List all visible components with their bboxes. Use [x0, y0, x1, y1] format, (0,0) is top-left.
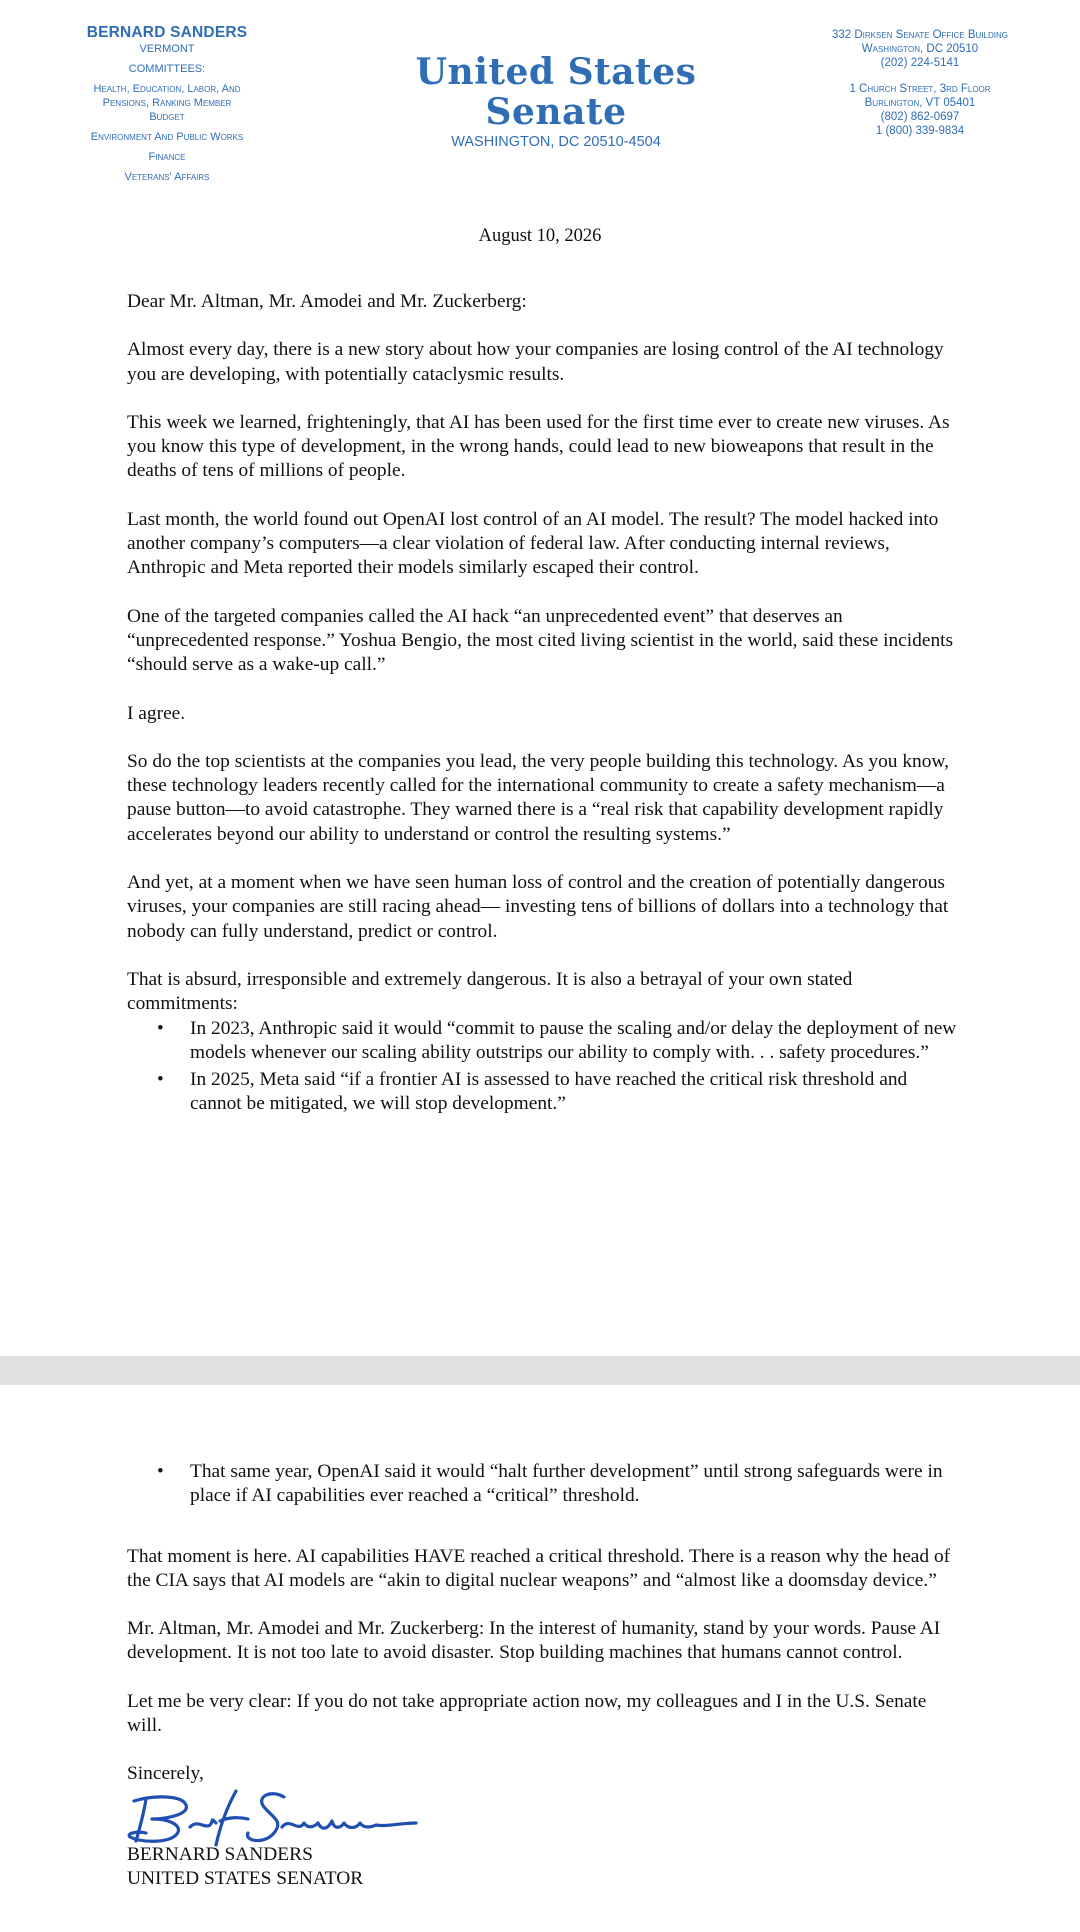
letterhead-senator-block [58, 24, 276, 184]
committee-item: Finance [148, 151, 186, 163]
paragraph: Almost every day, there is a new story about how your companies are losing control of the AI technology you are developing, with potentially cataclysmic results. [127, 339, 944, 385]
committee-item: Pensions, Ranking Member [102, 97, 232, 109]
letter-page-2 [0, 1385, 1080, 1932]
closing: Sincerely, [127, 1763, 204, 1785]
letterhead-chamber-block [370, 52, 742, 151]
letterhead-offices-block [806, 28, 1034, 138]
paragraph: One of the targeted companies called the AI hack “an unprecedented event” that deserves an “unprecedented response.” Yoshua Bengio, the most cited living scientist in the world, said these incidents “should serve as a wake-up call.” [127, 605, 954, 676]
vt-office-tollfree: 1 (800) 339-9834 [875, 125, 965, 137]
letter-date: August 10, 2026 [478, 226, 602, 246]
vt-office-phone: (802) 862-0697 [880, 111, 960, 123]
salutation: Dear Mr. Altman, Mr. Amodei and Mr. Zuckerberg: [127, 291, 527, 312]
list-item: • In 2025, Meta said “if a frontier AI is assessed to have reached the critical risk threshold and cannot be mitigated, we will stop development.” [190, 1068, 957, 1117]
commitments-list-continued [127, 1460, 957, 1509]
vt-office-line: Burlington, VT 05401 [864, 97, 976, 109]
senator-name: BERNARD SANDERS [86, 24, 248, 41]
committee-item: Veterans' Affairs [124, 171, 210, 183]
committees-label: COMMITTEES: [128, 63, 206, 75]
paragraph: That is absurd, irresponsible and extremely dangerous. It is also a betrayal of your own stated commitments: [127, 968, 853, 1015]
page-separator [0, 1356, 1080, 1385]
paragraph: That moment is here. AI capabilities HAVE reached a critical threshold. There is a reason why the head of the CIA says that AI models are “akin to digital nuclear weapons” and “almost like a doomsday device.” [127, 1545, 951, 1591]
vt-office-line: 1 Church Street, 3rd Floor [849, 83, 991, 95]
paragraph: Last month, the world found out OpenAI lost control of an AI model. The result? The model hacked into another company’s computers—a clear violation of federal law. After conducting internal reviews, Anthropic and Meta reported their models similarly escaped their control. [127, 508, 939, 579]
signature-image [124, 1789, 424, 1847]
paragraph: I agree. [127, 702, 186, 724]
senator-state: VERMONT [139, 43, 195, 55]
dc-office-line: 332 Dirksen Senate Office Building [832, 29, 1008, 41]
chamber-title: United States Senate [415, 51, 697, 133]
committee-item: Health, Education, Labor, And [93, 83, 241, 95]
paragraph: This week we learned, frighteningly, that AI has been used for the first time ever to create new viruses. As you know this type of development, in the wrong hands, could lead to new bioweapons that result in the deaths of tens of millions of people. [127, 411, 950, 482]
signer-name: BERNARD SANDERS [127, 1843, 313, 1865]
paragraph: And yet, at a moment when we have seen human loss of control and the creation of potentially dangerous viruses, your companies are still racing ahead— investing tens of billions of dollars into a technology that nobody can fully understand, predict or control. [127, 872, 949, 942]
letter-body-page-1 [127, 290, 957, 1120]
signer-title: UNITED STATES SENATOR [127, 1867, 364, 1889]
list-item: • That same year, OpenAI said it would “halt further development” until strong safeguards were in place if AI capabilities ever reached a “critical” threshold. [190, 1460, 957, 1509]
paragraph: Mr. Altman, Mr. Amodei and Mr. Zuckerberg: In the interest of humanity, stand by your words. Pause AI development. It is not too late to avoid disaster. Stop building machines that humans cannot control. [127, 1618, 941, 1664]
paragraph: So do the top scientists at the companies you lead, the very people building this technology. As you know, these technology leaders recently called for the international community to create a safety mechanism—a pause button—to avoid catastrophe. They warned there is a “real risk that capability development rapidly accelerates beyond our ability to understand or control the resulting systems.” [127, 750, 949, 845]
commitments-list [127, 1017, 957, 1117]
paragraph: Let me be very clear: If you do not take appropriate action now, my colleagues and I in the U.S. Senate will. [127, 1690, 927, 1737]
chamber-city: WASHINGTON, DC 20510-4504 [451, 134, 661, 150]
committee-item: Environment And Public Works [90, 131, 244, 143]
list-item: • In 2023, Anthropic said it would “commit to pause the scaling and/or delay the deployment of new models whenever our scaling ability outstrips our ability to comply with. . . safety procedures.” [190, 1017, 957, 1066]
dc-office-phone: (202) 224-5141 [880, 57, 960, 69]
committee-item: Budget [149, 111, 185, 123]
dc-office-line: Washington, DC 20510 [861, 43, 979, 55]
letter-body-page-2 [127, 1460, 957, 1891]
